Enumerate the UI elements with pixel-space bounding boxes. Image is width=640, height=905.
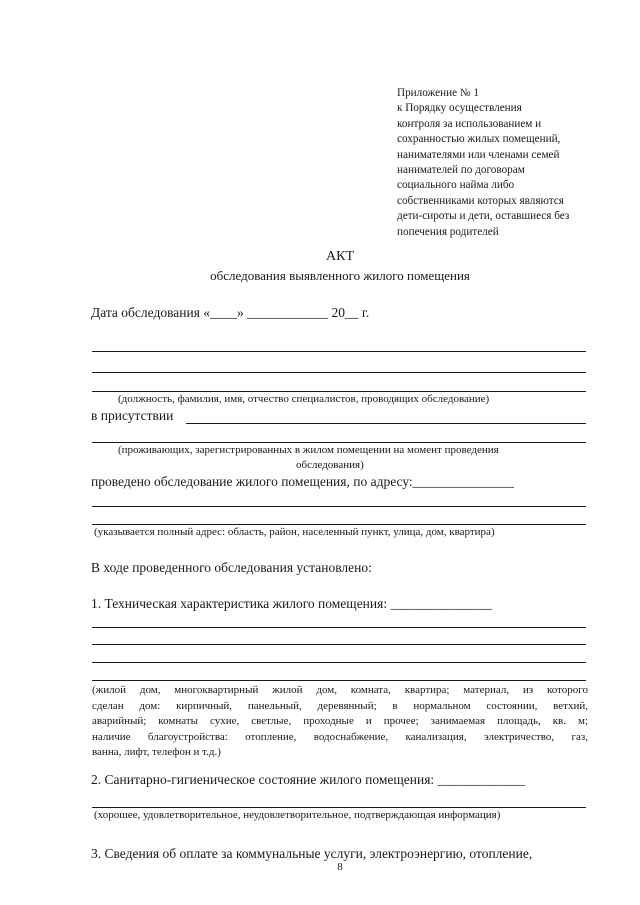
appendix-line: сохранностью жилых помещений,: [397, 133, 561, 146]
fill-line: [92, 807, 586, 808]
fill-line: [92, 627, 586, 628]
fill-line: [92, 644, 586, 645]
appendix-line: попечения родителей: [397, 225, 499, 238]
caption-sanitary: (хорошее, удовлетворительное, неудовлетворительное, подтверждающая информация): [94, 809, 501, 821]
document-title: АКТ: [326, 249, 354, 264]
presence-label: в присутствии: [91, 408, 174, 423]
appendix-line: социального найма либо: [397, 179, 515, 192]
fill-line: [92, 351, 586, 352]
appendix-line: дети-сироты и дети, оставшиеся без: [397, 210, 570, 223]
appendix-line: к Порядку осуществления: [397, 102, 522, 115]
section1-caption: [92, 683, 588, 761]
appendix-line: нанимателями или членами семей: [397, 148, 560, 161]
findings-heading: В ходе проведенного обследования установлено:: [91, 560, 372, 575]
fill-line: [92, 372, 586, 373]
address-label: проведено обследование жилого помещения, по адресу:_______________: [91, 474, 514, 489]
fill-line: [92, 391, 586, 392]
caption-address: (указывается полный адрес: область, район, населенный пункт, улица, дом, квартира): [94, 526, 495, 538]
caption-line: сделан дом: кирпичный, панельный, деревянный; в нормальном состоянии, ветхий,: [92, 699, 588, 712]
fill-line: [186, 423, 586, 424]
document-subtitle: обследования выявленного жилого помещения: [210, 268, 470, 283]
appendix-note: [397, 86, 617, 240]
caption-line: наличие благоустройства: отопление, водоснабжение, канализация, электричество, газ,: [92, 730, 588, 743]
appendix-line: нанимателей по договорам: [397, 164, 525, 177]
section2-label: 2. Санитарно-гигиеническое состояние жилого помещения: _____________: [91, 772, 526, 787]
appendix-line: собственниками которых являются: [397, 194, 564, 207]
section3-label: 3. Сведения об оплате за коммунальные услуги, электроэнергию, отопление,: [91, 846, 533, 861]
caption-specialists: (должность, фамилия, имя, отчество специалистов, проводящих обследование): [118, 393, 490, 405]
fill-line: [92, 524, 586, 525]
caption-line: ванна, лифт, телефон и т.д.): [92, 746, 221, 759]
fill-line: [92, 442, 586, 443]
date-field-label: Дата обследования «____» ____________ 20__ г.: [91, 305, 370, 320]
fill-line: [92, 506, 586, 507]
fill-line: [92, 662, 586, 663]
section1-label: 1. Техническая характеристика жилого помещения: _______________: [91, 596, 492, 611]
caption-residents-continued: обследования): [296, 459, 364, 471]
caption-line: аварийный; комнаты сухие, светлые, проходные и прочее; занимаемая площадь, кв. м;: [92, 715, 588, 728]
appendix-line: Приложение № 1: [397, 87, 479, 99]
appendix-line: контроля за использованием и: [397, 117, 542, 130]
fill-line: [92, 680, 586, 681]
page-number: 8: [337, 861, 343, 873]
caption-residents: (проживающих, зарегистрированных в жилом помещении на момент проведения: [118, 444, 499, 456]
caption-line: (жилой дом, многоквартирный жилой дом, комната, квартира; материал, из которого: [92, 684, 588, 696]
